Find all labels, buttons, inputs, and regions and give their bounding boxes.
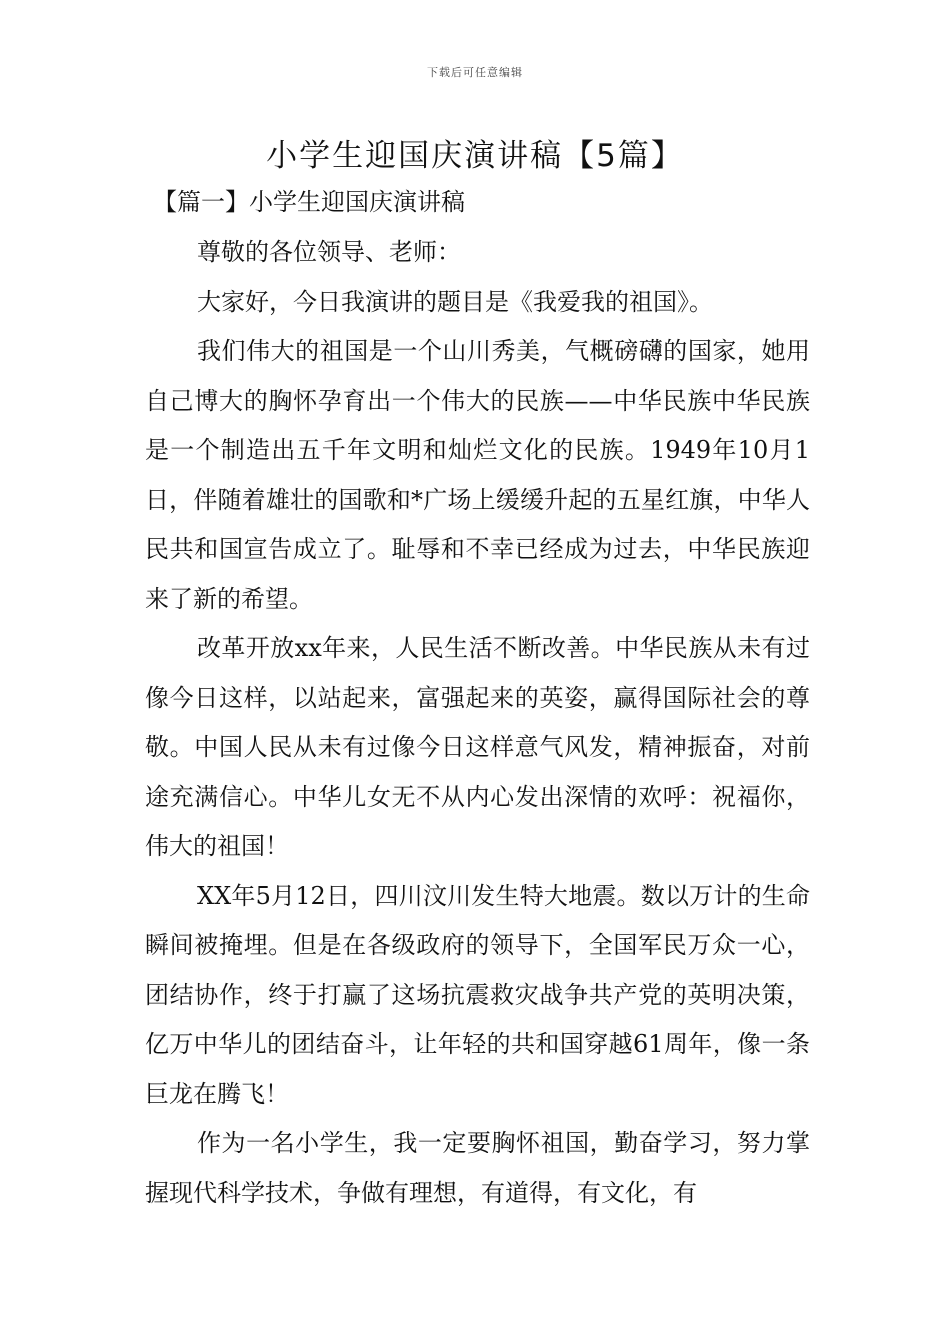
header-note: 下载后可任意编辑 [427, 66, 523, 79]
paragraph-earthquake: XX年5月12日，四川汶川发生特大地震。数以万计的生命瞬间被掩埋。但是在各级政府的领导下，全国军民万众一心，团结协作，终于打赢了这场抗震救灾战争共产党的英明决策，亿万中华儿的团结奋斗，让年轻的共和国穿越61周年，像一条巨龙在腾飞！ [145, 881, 810, 1108]
paragraph-motherland: 我们伟大的祖国是一个山川秀美，气概磅礴的国家，她用自己博大的胸怀孕育出一个伟大的民族——中华民族中华民族是一个制造出五千年文明和灿烂文化的民族。1949年10月1日，伴随着雄壮的国歌和*广场上缓缓升起的五星红旗，中华人民共和国宣告成立了。耻辱和不幸已经成为过去，中华民族迎来了新的希望。 [145, 337, 810, 613]
paragraph-greeting: 尊敬的各位领导、老师： [197, 238, 461, 266]
paragraph-reform: 改革开放xx年来，人民生活不断改善。中华民族从未有过像今日这样，以站起来，富强起来的英姿，赢得国际社会的尊敬。中国人民从未有过像今日这样意气风发，精神振奋，对前途充满信心。中华儿女无不从内心发出深情的欢呼：祝福你，伟大的祖国！ [145, 634, 810, 860]
document-title: 小学生迎国庆演讲稿【5篇】 [266, 138, 684, 174]
section-heading: 【篇一】小学生迎国庆演讲稿 [153, 188, 465, 216]
document-body [145, 178, 810, 1218]
paragraph-student-pledge: 作为一名小学生，我一定要胸怀祖国，勤奋学习，努力掌握现代科学技术，争做有理想，有道得，有文化，有 [145, 1129, 810, 1207]
paragraph-intro: 大家好，今日我演讲的题目是《我爱我的祖国》。 [197, 287, 713, 316]
